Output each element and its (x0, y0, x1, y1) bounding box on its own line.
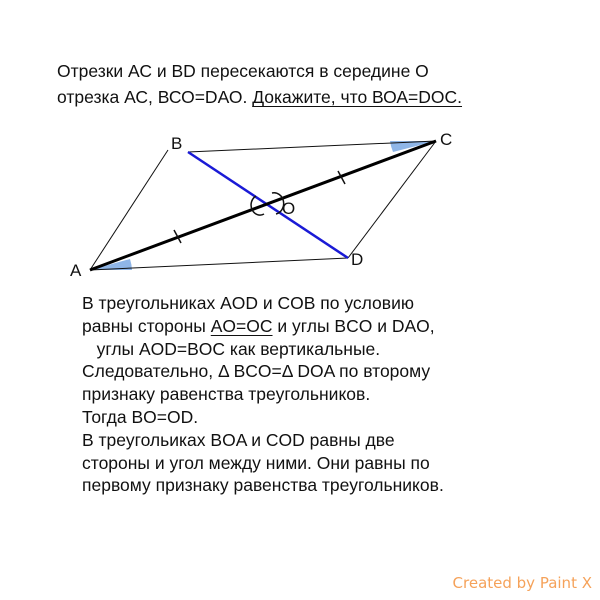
problem-condition: отрезка АС, ВСО=DАО. (57, 87, 253, 107)
side-AB (90, 150, 168, 270)
watermark: Created by Paint X (452, 574, 592, 592)
solution-text (82, 292, 552, 497)
solution-line-6: Тогда BO=OD. (82, 406, 199, 427)
solution-line-2 (82, 315, 552, 338)
solution-line-9: первому признаку равенства треугольников. (82, 475, 444, 496)
solution-line-3: углы AOD=BOC как вертикальные. (82, 338, 381, 359)
solution-line-2-start: равны стороны (82, 315, 211, 336)
solution-line-4: Следовательно, Δ BCO=Δ DOA по второму (82, 361, 431, 382)
solution-line-5: признаку равенства треугольников. (82, 384, 371, 405)
solution-line-1: В треугольниках AOD и COB по условию (82, 293, 414, 313)
problem-task-underlined: Докажите, что ВОА=DОС. (252, 87, 463, 107)
problem-line-1: Отрезки АС и BD пересекаются в середине О (57, 61, 429, 81)
point-label-C: C (440, 130, 453, 149)
point-label-D: D (351, 250, 364, 269)
solution-line-7: В треугольиках BOA и COD равны две (82, 429, 395, 450)
point-label-B: B (171, 134, 183, 153)
solution-line-8: стороны и угол между ними. Они равны по (82, 452, 430, 473)
point-label-O: O (282, 199, 296, 218)
solution-underlined-equality: AO=OC (210, 315, 273, 336)
point-label-A: A (70, 261, 82, 280)
segment-AC (90, 141, 436, 270)
solution-line-2-end: и углы BCO и DAO, (272, 315, 435, 336)
